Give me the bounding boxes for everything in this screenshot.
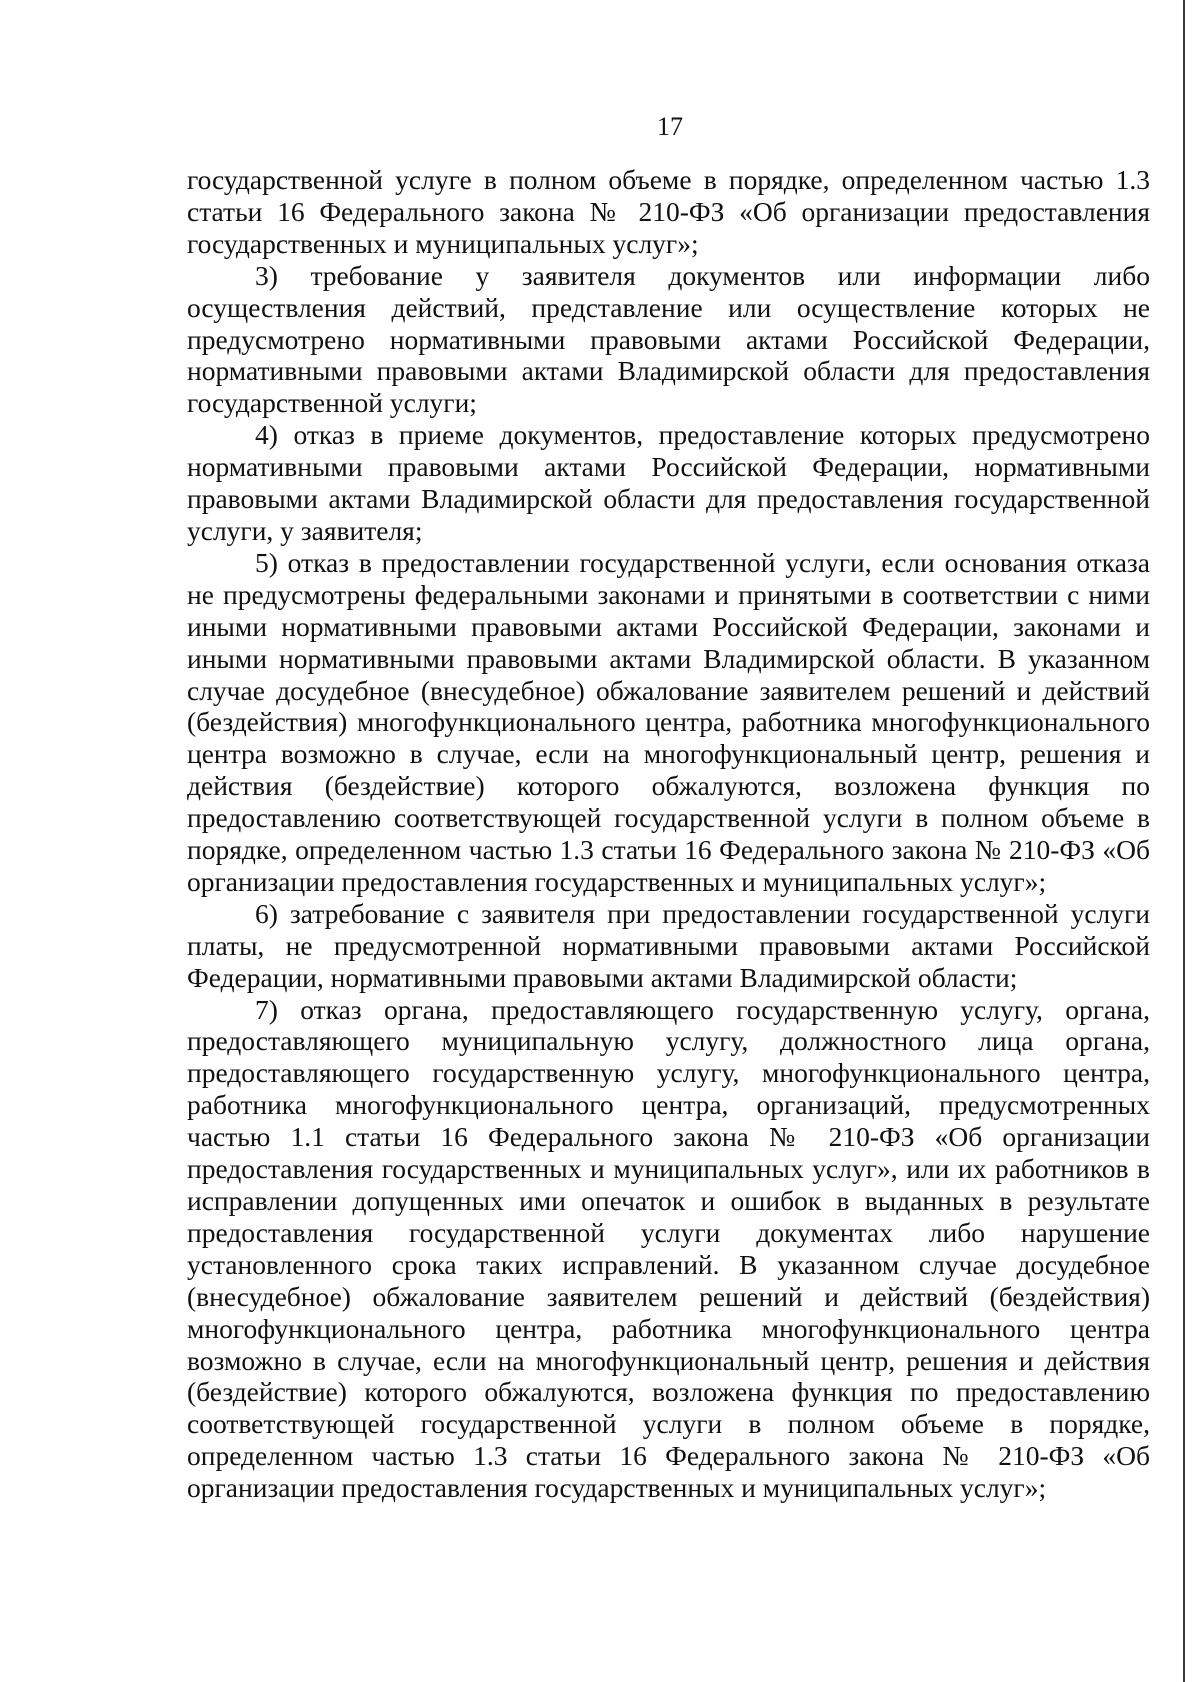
paragraph-item-5: 5) отказ в предоставлении государственной услуги, если основания отказа не предусмотрены федеральными законами и принятыми в соответствии с ними иными нормативными правовыми актами Российской Федерации, законами и иными нормативными правовыми актами Владимирской области. В указанном случае досудебное (внесудебное) обжалование заявителем решений и действий (бездействия) многофункционального центра, работника многофункционального центра возможно в случае, если на многофункциональный центр, решения и действия (бездействие) которого обжалуются, возложена функция по предоставлению соответствующей государственной услуги в полном объеме в порядке, определенном частью 1.3 статьи 16 Федерального закона № 210-ФЗ «Об организации предоставления государственных и муниципальных услуг»; <box>187 546 1150 897</box>
paragraph-item-6: 6) затребование с заявителя при предоставлении государственной услуги платы, не предусмотренной нормативными правовыми актами Российской Федерации, нормативными правовыми актами Владимирской области; <box>187 897 1150 993</box>
page-number: 17 <box>657 112 683 141</box>
paragraph-item-3: 3) требование у заявителя документов или информации либо осуществления действий, представление или осуществление которых не предусмотрено нормативными правовыми актами Российской Федерации, нормативными правовыми актами Владимирской области для предоставления государственной услуги; <box>187 259 1150 419</box>
scan-edge-line <box>1183 0 1185 1682</box>
paragraph-item-4: 4) отказ в приеме документов, предоставление которых предусмотрено нормативными правовыми актами Российской Федерации, нормативными правовыми актами Владимирской области для предоставления государственной услуги, у заявителя; <box>187 419 1150 546</box>
body-text <box>187 164 1150 1504</box>
paragraph-item-7: 7) отказ органа, предоставляющего государственную услугу, органа, предоставляющего муниципальную услугу, должностного лица органа, предоставляющего государственную услугу, многофункционального центра, работника многофункционального центра, организаций, предусмотренных частью 1.1 статьи 16 Федерального закона № 210-ФЗ «Об организации предоставления государственных и муниципальных услуг», или их работников в исправлении допущенных ими опечаток и ошибок в выданных в результате предоставления государственной услуги документах либо нарушение установленного срока таких исправлений. В указанном случае досудебное (внесудебное) обжалование заявителем решений и действий (бездействия) многофункционального центра, работника многофункционального центра возможно в случае, если на многофункциональный центр, решения и действия (бездействие) которого обжалуются, возложена функция по предоставлению соответствующей государственной услуги в полном объеме в порядке, определенном частью 1.3 статьи 16 Федерального закона № 210-ФЗ «Об организации предоставления государственных и муниципальных услуг»; <box>187 993 1150 1504</box>
paragraph-continuation: государственной услуге в полном объеме в порядке, определенном частью 1.3 статьи 16 Федерального закона № 210-ФЗ «Об организации предоставления государственных и муниципальных услуг»; <box>187 164 1150 259</box>
